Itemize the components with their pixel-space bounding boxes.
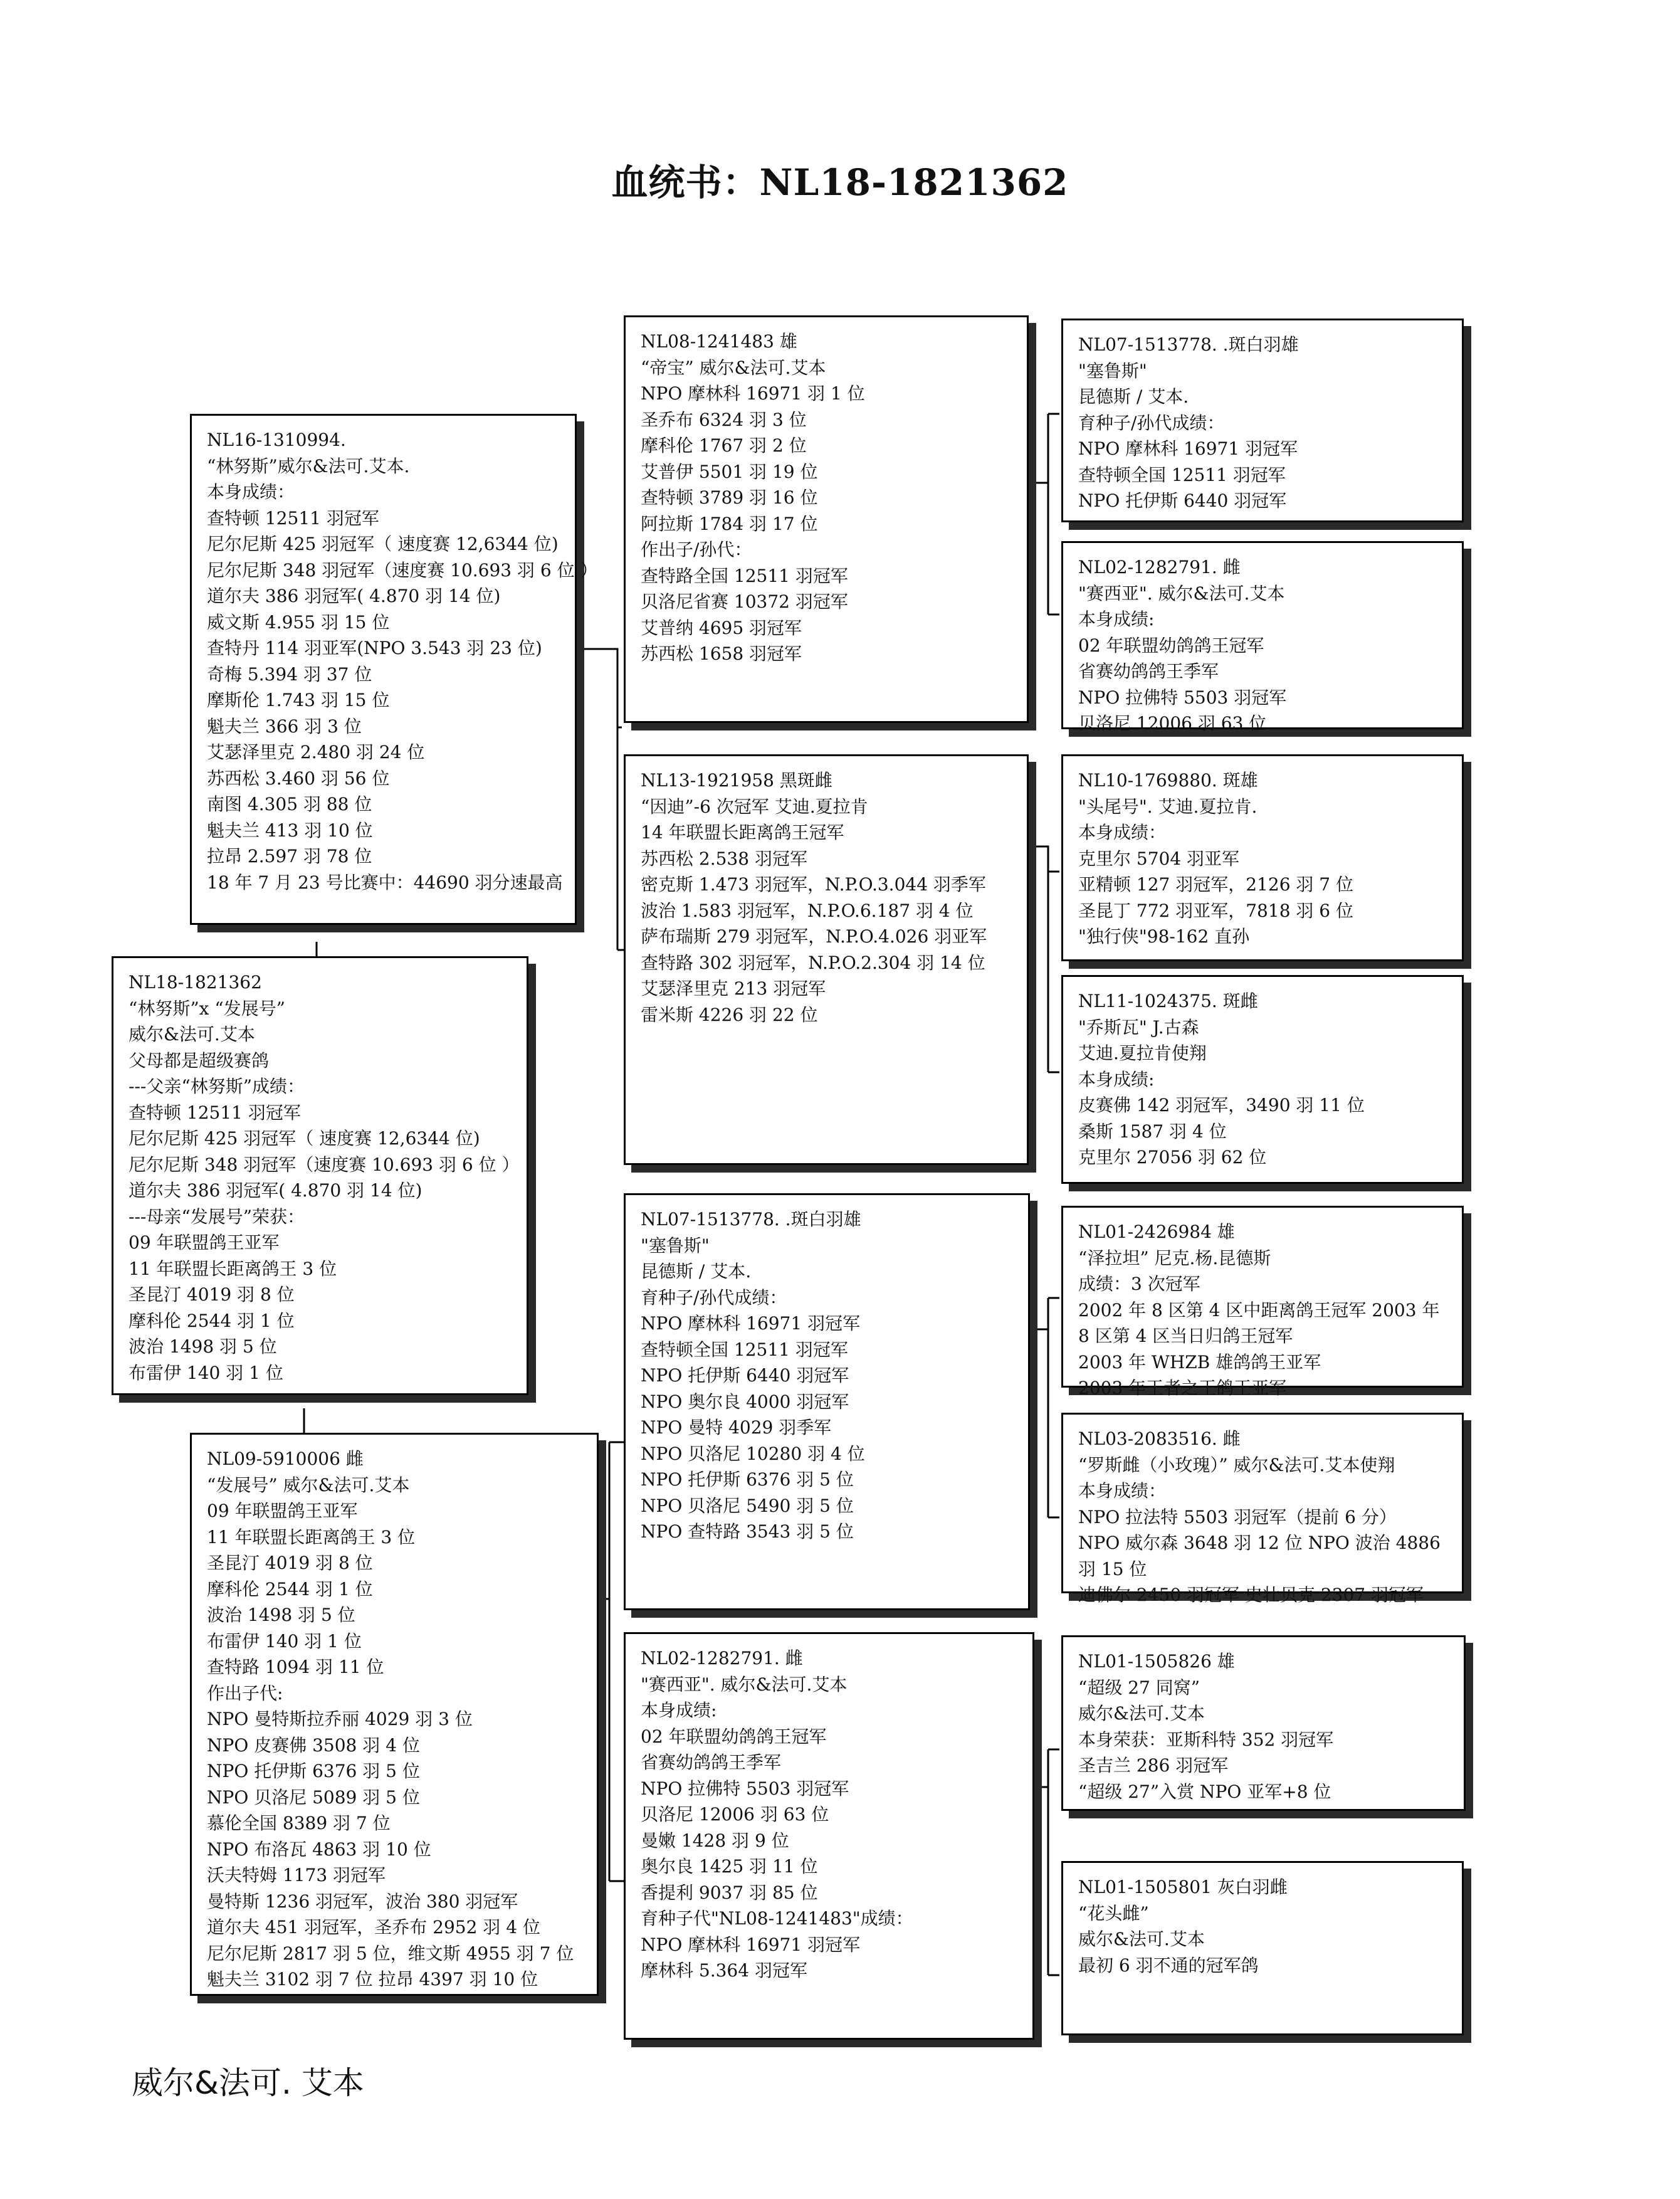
sire-dam-pedigree-card [624, 754, 1029, 1165]
pedigree-line: 本身成绩： [1078, 1480, 1167, 1501]
pedigree-line: NPO 托伊斯 6376 羽 5 位 [641, 1469, 854, 1490]
pedigree-line: 曼嫩 1428 羽 9 位 [641, 1830, 789, 1851]
pedigree-line: 密克斯 1.473 羽冠军，N.P.O.3.044 羽季军 [641, 874, 986, 895]
pedigree-line: "头尾号". 艾迪.夏拉肯. [1078, 796, 1257, 817]
pedigree-line: 查特路 1094 羽 11 位 [207, 1657, 384, 1677]
ring-number: NL11-1024375. 斑雌 [1078, 991, 1258, 1011]
pedigree-line: NPO 摩林科 16971 羽冠军 [641, 1313, 861, 1334]
pedigree-line: “林努斯”威尔&法可.艾本. [207, 455, 410, 477]
connector-dd-parents [1041, 1749, 1048, 1975]
connector-dam-parents [599, 1442, 609, 1881]
pedigree-line: 查特顿 12511 羽冠军 [207, 507, 379, 529]
pedigree-line: 本身成绩： [207, 482, 295, 502]
pedigree-line: NPO 拉法特 5503 羽冠军（提前 6 分） [1078, 1506, 1397, 1527]
pedigree-line: 艾瑟泽里克 213 羽冠军 [641, 978, 826, 999]
pedigree-line: 尼尔尼斯 425 羽冠军（ 速度赛 12,6344 位) [207, 534, 559, 554]
pedigree-line: 圣乔布 6324 羽 3 位 [641, 409, 807, 430]
pedigree-line: 皮赛佛 142 羽冠军，3490 羽 11 位 [1078, 1095, 1365, 1115]
ssd-pedigree-card [1061, 541, 1464, 734]
pedigree-line: NPO 托伊斯 6440 羽冠军 [1078, 490, 1287, 511]
pedigree-line: 拉昂 2.597 羽 78 位 [207, 846, 372, 867]
pedigree-line: NPO 奥尔良 4000 羽冠军 [641, 1391, 849, 1412]
pedigree-line: 布雷伊 140 羽 1 位 [129, 1362, 283, 1383]
pedigree-line: 本身成绩: [641, 1700, 717, 1721]
pedigree-line: 桑斯 1587 羽 4 位 [1078, 1121, 1227, 1142]
pedigree-line: 11 年联盟长距离鸽王 3 位 [129, 1258, 337, 1279]
pedigree-line: NPO 摩林科 16971 羽冠军 [641, 1934, 861, 1955]
connector-ds-parents [1036, 1298, 1048, 1517]
pedigree-line: 省赛幼鸽鸽王季军 [641, 1752, 782, 1773]
pedigree-line: ---母亲“发展号”荣获： [129, 1206, 305, 1227]
pedigree-line: 摩科伦 2544 羽 1 位 [207, 1578, 373, 1600]
page-title: 血统书：NL18-1821362 [611, 161, 1069, 204]
connector-sd-parents [1036, 846, 1048, 1072]
pedigree-line: "乔斯瓦" J.古森 [1078, 1016, 1199, 1038]
pedigree-line: NPO 威尔森 3648 羽 12 位 NPO 波治 4886 羽 15 位 [1078, 1532, 1441, 1579]
pedigree-line: 查特顿全国 12511 羽冠军 [1078, 464, 1286, 485]
dam-sire-pedigree-card [624, 1193, 1030, 1610]
pedigree-line: 查特路 302 羽冠军，N.P.O.2.304 羽 14 位 [641, 952, 985, 973]
pedigree-line: 09 年联盟鸽王亚军 [207, 1500, 358, 1521]
pedigree-line: 艾普伊 5501 羽 19 位 [641, 461, 818, 482]
pedigree-line: 贝洛尼 12006 羽 63 位 [1078, 713, 1267, 734]
pedigree-line: NPO 贝洛尼 10280 羽 4 位 [641, 1443, 865, 1464]
dss-pedigree-card [1061, 1206, 1464, 1398]
pedigree-line: 亚精顿 127 羽冠军，2126 羽 7 位 [1078, 874, 1354, 895]
pedigree-line: 查特顿全国 12511 羽冠军 [641, 1339, 848, 1360]
pedigree-line: 摩斯伦 1.743 羽 15 位 [207, 690, 390, 710]
pedigree-line: “泽拉坦” 尼克.杨.昆德斯 [1078, 1247, 1271, 1268]
pedigree-line: NPO 曼特斯拉乔丽 4029 羽 3 位 [207, 1709, 473, 1729]
ring-number: NL07-1513778. .斑白羽雄 [1078, 334, 1299, 355]
pedigree-line: 尼尔尼斯 348 羽冠军（速度赛 10.693 羽 6 位 ） [207, 559, 598, 581]
pedigree-line: 昆德斯 / 艾本. [641, 1261, 752, 1282]
pedigree-line: 魁夫兰 413 羽 10 位 [207, 820, 373, 841]
dam-dam-pedigree-card [624, 1632, 1034, 2040]
pedigree-line: 克里尔 5704 羽亚军 [1078, 848, 1240, 869]
pedigree-line: 贝洛尼省赛 10372 羽冠军 [641, 591, 848, 612]
pedigree-line: 道尔夫 451 羽冠军，圣乔布 2952 羽 4 位 [207, 1917, 540, 1938]
pedigree-line: 本身成绩: [1078, 1068, 1155, 1090]
pedigree-line: 育种子代"NL08-1241483"成绩： [641, 1908, 913, 1929]
pedigree-line: 02 年联盟幼鸽鸽王冠军 [641, 1726, 827, 1747]
pedigree-line: 威文斯 4.955 羽 15 位 [207, 611, 390, 633]
ring-number: NL02-1282791. 雌 [641, 1648, 803, 1669]
pedigree-line: 苏西松 1658 羽冠军 [641, 643, 802, 664]
pedigree-line: 育种子/孙代成绩： [1078, 412, 1225, 433]
pedigree-line: 萨布瑞斯 279 羽冠军，N.P.O.4.026 羽亚军 [641, 926, 987, 947]
pedigree-line: 雷米斯 4226 羽 22 位 [641, 1004, 818, 1025]
pedigree-line: 昆德斯 / 艾本. [1078, 386, 1189, 407]
dam-pedigree-card [190, 1433, 599, 1996]
pedigree-line: 魁夫兰 366 羽 3 位 [207, 715, 362, 737]
pedigree-line: NPO 托伊斯 6440 羽冠军 [641, 1365, 849, 1386]
pedigree-line: 2003 年王者之王鸽王亚军 [1078, 1378, 1287, 1398]
breeder-footer: 威尔&法可. 艾本 [132, 2065, 364, 2101]
ring-number: NL01-1505801 灰白羽雌 [1078, 1877, 1288, 1897]
pedigree-line: 摩林科 5.364 羽冠军 [641, 1960, 807, 1981]
connector-sire-parents [577, 649, 617, 950]
ddd-pedigree-card [1061, 1861, 1464, 2035]
ring-number: NL10-1769880. 斑雄 [1078, 770, 1258, 791]
pedigree-line: 摩科伦 1767 羽 2 位 [641, 435, 807, 456]
ring-number: NL18-1821362 [129, 972, 262, 993]
pedigree-line: “林努斯”x “发展号” [129, 998, 285, 1019]
ring-number: NL13-1921958 黑斑雌 [641, 770, 832, 791]
pedigree-line: 魁夫兰 3102 羽 7 位 拉昂 4397 羽 10 位 [207, 1969, 538, 1990]
pedigree-line: 圣昆丁 772 羽亚军，7818 羽 6 位 [1078, 900, 1354, 921]
ring-number: NL03-2083516. 雌 [1078, 1428, 1241, 1449]
pedigree-line: 本身成绩: [1078, 609, 1155, 630]
pedigree-line: 艾普纳 4695 羽冠军 [641, 617, 802, 638]
pedigree-line: "赛西亚". 威尔&法可.艾本 [1078, 583, 1285, 604]
pedigree-line: 艾瑟泽里克 2.480 羽 24 位 [207, 742, 425, 762]
pedigree-line: 查特顿 12511 羽冠军 [129, 1102, 301, 1123]
pedigree-line: “罗斯雌（小玫瑰）” 威尔&法可.艾本使翔 [1078, 1454, 1395, 1475]
pedigree-line: ---父亲“林努斯”成绩： [129, 1076, 305, 1097]
sss-pedigree-card [1061, 319, 1464, 522]
pedigree-line: 圣吉兰 286 羽冠军 [1078, 1755, 1229, 1776]
pedigree-line: 最初 6 羽不通的冠军鸽 [1078, 1954, 1259, 1976]
pedigree-line: 摩科伦 2544 羽 1 位 [129, 1310, 295, 1331]
pedigree-line: NPO 托伊斯 6376 羽 5 位 [207, 1761, 420, 1781]
pedigree-line: 苏西松 2.538 羽冠军 [641, 848, 807, 869]
pedigree-line: 09 年联盟鸽王亚军 [129, 1232, 280, 1253]
pedigree-line: 阿拉斯 1784 羽 17 位 [641, 513, 818, 534]
pedigree-line: "独行侠"98-162 直孙 [1078, 926, 1250, 947]
pedigree-line: 2003 年 WHZB 雄鸽鸽王亚军 [1078, 1351, 1321, 1373]
pedigree-line: 成绩：3 次冠军 [1078, 1274, 1200, 1294]
ring-number: NL02-1282791. 雌 [1078, 557, 1241, 577]
pedigree-line: 作出子代: [207, 1682, 283, 1704]
pedigree-line: 尼尔尼斯 2817 羽 5 位，维文斯 4955 羽 7 位 [207, 1943, 574, 1964]
pedigree-line: “因迪”-6 次冠军 艾迪.夏拉肯 [641, 796, 868, 817]
ring-number: NL08-1241483 雄 [641, 331, 797, 352]
pedigree-line: 道尔夫 386 羽冠军( 4.870 羽 14 位) [129, 1180, 423, 1201]
pedigree-line: 奥尔良 1425 羽 11 位 [641, 1856, 818, 1877]
sdd-pedigree-card [1061, 975, 1464, 1184]
pedigree-line: 省赛幼鸽鸽王季军 [1078, 661, 1219, 682]
pedigree-line: NPO 曼特 4029 羽季军 [641, 1417, 832, 1438]
pedigree-line: NPO 拉佛特 5503 羽冠军 [1078, 687, 1287, 708]
pedigree-line: 波治 1.583 羽冠军，N.P.O.6.187 羽 4 位 [641, 900, 974, 921]
pedigree-line: “超级 27”入赏 NPO 亚军+8 位 [1078, 1781, 1331, 1802]
pedigree-line: 2002 年 8 区第 4 区中距离鸽王冠军 2003 年 8 区第 4 区当日归鸽王冠军 [1078, 1299, 1440, 1346]
pedigree-line: 父母都是超级赛鸽 [129, 1050, 270, 1071]
pedigree-line: 迪佛尔 2450 羽冠军 史壮贝克 2307 羽冠军 [1078, 1585, 1424, 1605]
sds-pedigree-card [1061, 754, 1464, 961]
pedigree-line: 育种子/孙代成绩： [641, 1287, 787, 1308]
pedigree-line: 沃夫特姆 1173 羽冠军 [207, 1865, 386, 1885]
dsd-pedigree-card [1061, 1413, 1464, 1605]
ring-number: NL01-1505826 雄 [1078, 1651, 1235, 1672]
pedigree-line: 艾迪.夏拉肯使翔 [1078, 1043, 1207, 1063]
pedigree-line: 威尔&法可.艾本 [129, 1024, 255, 1045]
pedigree-line: NPO 贝洛尼 5089 羽 5 位 [207, 1786, 420, 1808]
pedigree-line: NPO 皮赛佛 3508 羽 4 位 [207, 1734, 420, 1756]
ring-number: NL16-1310994. [207, 430, 346, 450]
pedigree-line: 尼尔尼斯 425 羽冠军（ 速度赛 12,6344 位) [129, 1128, 480, 1149]
pedigree-line: NPO 摩林科 16971 羽 1 位 [641, 383, 865, 404]
pedigree-line: 14 年联盟长距离鸽王冠军 [641, 822, 844, 843]
pedigree-line: 苏西松 3.460 羽 56 位 [207, 767, 390, 789]
pedigree-line: NPO 布洛瓦 4863 羽 10 位 [207, 1838, 431, 1860]
pedigree-line: 威尔&法可.艾本 [1078, 1703, 1205, 1724]
pedigree-line: 本身成绩： [1078, 822, 1167, 843]
sire-pedigree-card [190, 414, 598, 925]
ring-number: NL09-5910006 雌 [207, 1448, 364, 1469]
pedigree-line: NPO 摩林科 16971 羽冠军 [1078, 438, 1298, 459]
pedigree-line: 香提利 9037 羽 85 位 [641, 1882, 818, 1903]
pedigree-line: "赛西亚". 威尔&法可.艾本 [641, 1674, 848, 1695]
pedigree-line: 道尔夫 386 羽冠军( 4.870 羽 14 位) [207, 586, 501, 606]
ring-number: NL07-1513778. .斑白羽雄 [641, 1209, 861, 1230]
pedigree-line: 作出子/孙代： [641, 539, 752, 560]
pedigree-line: 本身荣获：亚斯科特 352 羽冠军 [1078, 1729, 1334, 1750]
pedigree-line: 18 年 7 月 23 号比赛中：44690 羽分速最高 [207, 872, 563, 893]
pedigree-line: 慕伦全国 8389 羽 7 位 [207, 1813, 391, 1833]
subject-pedigree-card [112, 956, 528, 1395]
pedigree-line: "塞鲁斯" [1078, 360, 1147, 381]
pedigree-line: 02 年联盟幼鸽鸽王冠军 [1078, 635, 1264, 656]
pedigree-line: 尼尔尼斯 348 羽冠军（速度赛 10.693 羽 6 位 ） [129, 1154, 520, 1175]
pedigree-line: 查特路全国 12511 羽冠军 [641, 565, 848, 586]
sire-sire-pedigree-card [624, 315, 1029, 723]
pedigree-line: NPO 贝洛尼 5490 羽 5 位 [641, 1495, 854, 1516]
pedigree-line: 曼特斯 1236 羽冠军，波治 380 羽冠军 [207, 1891, 518, 1912]
pedigree-line: “超级 27 同窝” [1078, 1677, 1200, 1698]
pedigree-line: NPO 拉佛特 5503 羽冠军 [641, 1778, 849, 1799]
pedigree-line: 布雷伊 140 羽 1 位 [207, 1630, 362, 1652]
pedigree-line: 查特顿 3789 羽 16 位 [641, 487, 818, 508]
ring-number: NL01-2426984 雄 [1078, 1221, 1235, 1242]
pedigree-line: 查特丹 114 羽亚军(NPO 3.543 羽 23 位) [207, 638, 542, 658]
pedigree-line: “花头雌” [1078, 1902, 1149, 1924]
pedigree-line: NPO 查特路 3543 羽 5 位 [641, 1521, 854, 1542]
pedigree-line: 11 年联盟长距离鸽王 3 位 [207, 1526, 416, 1548]
pedigree-line: 贝洛尼 12006 羽 63 位 [641, 1804, 829, 1825]
pedigree-line: 圣昆汀 4019 羽 8 位 [129, 1284, 295, 1305]
pedigree-line: 波治 1498 羽 5 位 [129, 1336, 277, 1357]
pedigree-line: 圣昆汀 4019 羽 8 位 [207, 1553, 373, 1573]
pedigree-line: 波治 1498 羽 5 位 [207, 1605, 355, 1625]
dds-pedigree-card [1061, 1635, 1466, 1811]
pedigree-line: 奇梅 5.394 羽 37 位 [207, 663, 372, 685]
pedigree-line: “发展号” 威尔&法可.艾本 [207, 1474, 410, 1495]
connector-ss-parents [1036, 414, 1048, 614]
pedigree-line: “帝宝” 威尔&法可.艾本 [641, 357, 826, 378]
pedigree-line: 克里尔 27056 羽 62 位 [1078, 1147, 1267, 1168]
pedigree-line: "塞鲁斯" [641, 1235, 710, 1256]
pedigree-line: 威尔&法可.艾本 [1078, 1929, 1205, 1949]
pedigree-line: 南图 4.305 羽 88 位 [207, 794, 372, 815]
